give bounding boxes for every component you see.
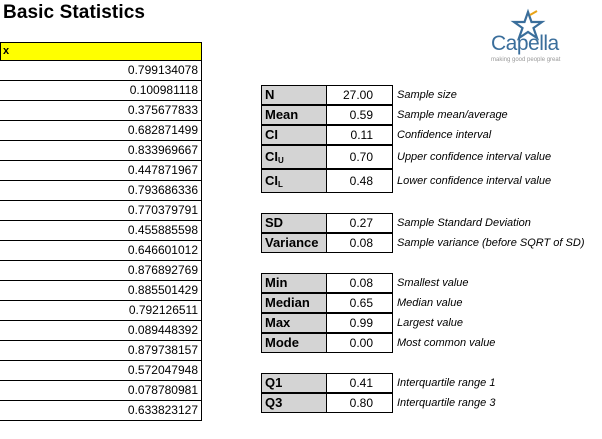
stat-label[interactable]: Q3	[261, 393, 327, 413]
x-cell[interactable]: 0.833969667	[0, 141, 202, 161]
stat-label[interactable]: SD	[261, 213, 327, 233]
stat-desc: Interquartile range 3	[397, 397, 496, 409]
stat-label[interactable]: N	[261, 85, 327, 105]
stat-label[interactable]: $CI_L$	[261, 169, 327, 193]
stat-desc: Sample size	[397, 89, 457, 101]
stat-row-ci	[261, 125, 393, 145]
x-cell[interactable]: 0.646601012	[0, 241, 202, 261]
stat-value[interactable]: 0.00	[327, 333, 393, 353]
stat-row-variance	[261, 233, 393, 253]
stat-row-mode	[261, 333, 393, 353]
x-cell[interactable]: 0.792126511	[0, 301, 202, 321]
stat-desc: Smallest value	[397, 277, 469, 289]
x-cell[interactable]: 0.572047948	[0, 361, 202, 381]
x-cell[interactable]: 0.876892769	[0, 261, 202, 281]
stat-label[interactable]: CI	[261, 125, 327, 145]
x-column	[0, 42, 202, 421]
stat-value[interactable]: 0.27	[327, 213, 393, 233]
logo-text: Capella	[491, 32, 559, 55]
stat-label[interactable]: Median	[261, 293, 327, 313]
stat-row-median	[261, 293, 393, 313]
stat-row-n	[261, 85, 393, 105]
stat-value[interactable]: 0.65	[327, 293, 393, 313]
stat-label[interactable]: $CI_U$	[261, 145, 327, 169]
x-cell[interactable]: 0.633823127	[0, 401, 202, 421]
x-cell[interactable]: 0.100981118	[0, 81, 202, 101]
stat-row-max	[261, 313, 393, 333]
stat-value[interactable]: 0.70	[327, 145, 393, 169]
stat-row-min	[261, 273, 393, 293]
x-cell[interactable]: 0.682871499	[0, 121, 202, 141]
stat-row-q1	[261, 373, 393, 393]
stat-value[interactable]: 0.11	[327, 125, 393, 145]
x-cell[interactable]: 0.770379791	[0, 201, 202, 221]
page-title: Basic Statistics	[3, 2, 146, 23]
stat-label[interactable]: Mean	[261, 105, 327, 125]
stat-label[interactable]: Mode	[261, 333, 327, 353]
x-cell[interactable]: 0.447871967	[0, 161, 202, 181]
stat-desc: Sample Standard Deviation	[397, 217, 531, 229]
stat-row-sd	[261, 213, 393, 233]
stat-label[interactable]: Max	[261, 313, 327, 333]
x-cell[interactable]: 0.375677833	[0, 101, 202, 121]
stat-desc: Sample variance (before SQRT of SD)	[397, 237, 585, 249]
stat-value[interactable]: 0.59	[327, 105, 393, 125]
stat-value[interactable]: 27.00	[327, 85, 393, 105]
x-cell[interactable]: 0.793686336	[0, 181, 202, 201]
stat-row-q3	[261, 393, 393, 413]
stat-desc: Upper confidence interval value	[397, 151, 552, 163]
stat-desc: Median value	[397, 297, 463, 309]
x-cell[interactable]: 0.078780981	[0, 381, 202, 401]
logo-tagline: making good people great	[491, 57, 561, 63]
stat-desc: Sample mean/average	[397, 109, 508, 121]
x-cell[interactable]: 0.455885598	[0, 221, 202, 241]
stat-value[interactable]: 0.80	[327, 393, 393, 413]
x-cell[interactable]: 0.879738157	[0, 341, 202, 361]
stat-row-mean	[261, 105, 393, 125]
stat-row-ciu	[261, 145, 393, 169]
stat-desc: Most common value	[397, 337, 496, 349]
x-cell[interactable]: 0.799134078	[0, 61, 202, 81]
stat-value[interactable]: 0.08	[327, 233, 393, 253]
x-cell[interactable]: 0.089448392	[0, 321, 202, 341]
x-values	[0, 61, 202, 421]
stat-value[interactable]: 0.08	[327, 273, 393, 293]
stat-value[interactable]: 0.41	[327, 373, 393, 393]
stat-row-cil	[261, 169, 393, 193]
column-header[interactable]: x	[0, 42, 202, 61]
stat-desc: Confidence interval	[397, 129, 492, 141]
stat-label[interactable]: Min	[261, 273, 327, 293]
stat-label[interactable]: Q1	[261, 373, 327, 393]
stat-desc: Lower confidence interval value	[397, 175, 552, 187]
stat-value[interactable]: 0.48	[327, 169, 393, 193]
stat-label[interactable]: Variance	[261, 233, 327, 253]
stat-desc: Interquartile range 1	[397, 377, 496, 389]
stat-value[interactable]: 0.99	[327, 313, 393, 333]
stat-desc: Largest value	[397, 317, 464, 329]
x-cell[interactable]: 0.885501429	[0, 281, 202, 301]
